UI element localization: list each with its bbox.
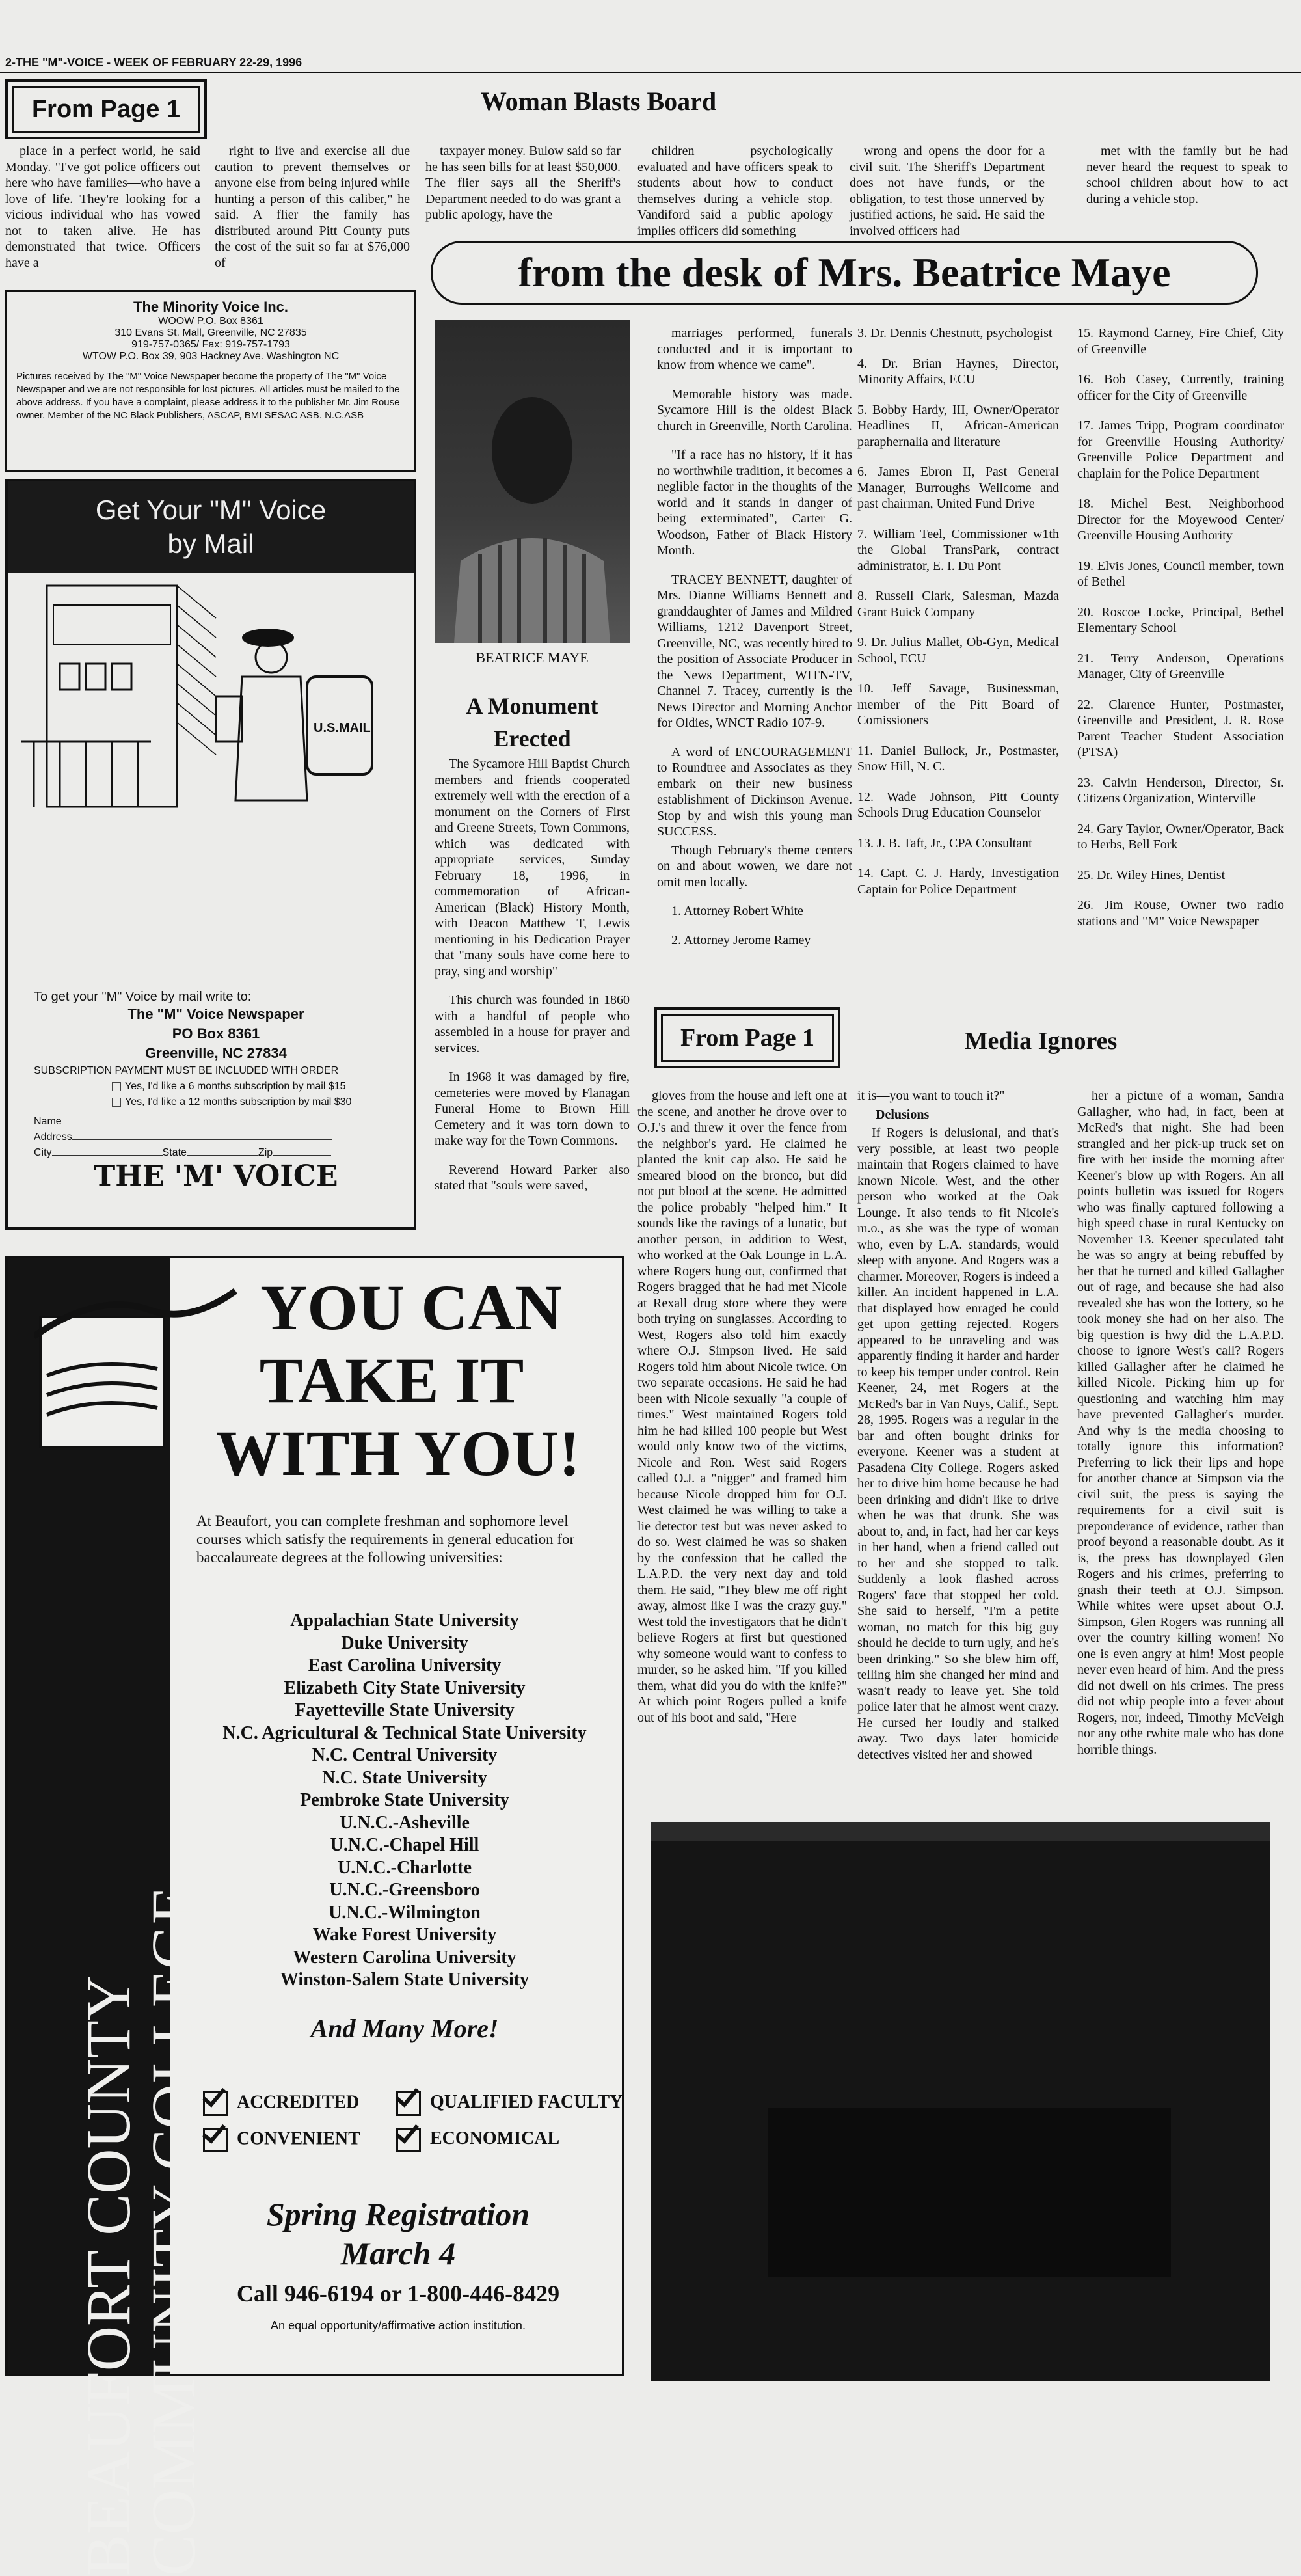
voice-logo: THE 'M' VOICE bbox=[94, 1159, 338, 1193]
desk-p1: The Sycamore Hill Baptist Church members and friends cooperated extremely well with the erection of a monument on the Corners of First and Greene Streets, Town Commons, which was dedicated with appropriate services, Sunday February 18, 1996, in commemoration of African-American (Black) History Month, with Deacon Matthew T, Lewis mentioning in his Dedication Prayer that "many souls have come here to pray, sing and worship" bbox=[435, 757, 630, 979]
subscription-ad bbox=[5, 479, 416, 1230]
ad-headline-3: WITH YOU! bbox=[215, 1417, 581, 1489]
university-item: U.N.C.-Chapel Hill bbox=[330, 1835, 479, 1855]
woman-blasts-col3: taxpayer money. Bulow said so far he has seen bills for at least $50,000. The flier says all the Sheriff's Department needed to do was grant a public apology, have the bbox=[425, 144, 621, 222]
ad-intro: At Beaufort, you can complete freshman and sophomore level courses which satisfy the requirements in general education for baccalaureate degrees at the following universities: bbox=[196, 1513, 575, 1566]
men-list-item: 15. Raymond Carney, Fire Chief, City of Greenville bbox=[1077, 326, 1284, 357]
desk-c2p2: Memorable history was made. Sycamore Hill is the oldest Black church in Greenville, North Carolina. bbox=[657, 386, 852, 433]
zip-field-label: Zip bbox=[258, 1147, 273, 1158]
check-row-1 bbox=[203, 2091, 626, 2116]
masthead-line2: 310 Evans St. Mall, Greenville, NC 27835 bbox=[114, 327, 307, 338]
men-list-col-right bbox=[1077, 325, 1284, 943]
men-list-item: 5. Bobby Hardy, III, Owner/Operator Headlines II, African-American paraphernalia and literature bbox=[857, 402, 1059, 449]
ad-headline-2: TAKE IT bbox=[259, 1344, 524, 1417]
men-list-col bbox=[857, 325, 1059, 912]
phone-line: Call 946-6194 or 1-800-446-8429 bbox=[236, 2281, 560, 2307]
men-list-item: 14. Capt. C. J. Hardy, Investigation Captain for Police Department bbox=[857, 866, 1059, 897]
media-col2-b: If Rogers is delusional, and that's very possible, at least two people maintain that Rogers claimed to have known Nicole. West, and the other person who worked at the Oak Lounge. It also tends to fit Nicole's m.o., as she was the type of woman who, even by L.A. standards, would sleep with anyone. And Rogers was a charmer. Moreover, Rogers is indeed a killer. An incident happened in L.A. that displayed how enraged he could get upon getting rejected. Rogers appeared to be unraveling and was apparently finding it harder and harder to keep his temper under control. Rein Keener, 24, met Rogers at the McRed's bar in Van Nuys, Calif., Sept. 28, 1995. Rogers was a regular in the bar and often bought drinks for everyone. Keener was a student at Pasadena City College. Rogers asked her to drive him home because he had been drinking and didn't like to drive when he was that drunk. She was about to, and, in fact, had her car keys in her hand, when a friend called out to her and she stopped to talk. Suddenly a look flashed across Rogers' face that stopped her cold. She said to herself, "I'm a petite woman, no match for this big guy should he decide to turn ugly, and he's been drinking." So she blew him off, telling him she changed her mind and wasn't ready to leave yet. She told police later that he almost went crazy. He cursed her loudly and stalked away. Two days later homicide detectives visited her and showed bbox=[857, 1126, 1059, 1762]
dark-photo bbox=[650, 1822, 1270, 2381]
address-field-label: Address bbox=[34, 1132, 72, 1143]
men-list-item: 9. Dr. Julius Mallet, Ob-Gyn, Medical School, ECU bbox=[857, 635, 1059, 666]
desk-p2: This church was founded in 1860 with a handful of people who assembled in a house for prayer and services. bbox=[435, 993, 630, 1055]
check-label-economical: ECONOMICAL bbox=[430, 2128, 560, 2149]
university-item: Western Carolina University bbox=[293, 1947, 516, 1968]
addr-line2: PO Box 8361 bbox=[172, 1025, 260, 1042]
eeo-line: An equal opportunity/affirmative action institution. bbox=[271, 2319, 526, 2332]
from-page-box bbox=[5, 79, 207, 139]
subscription-title: Get Your "M" Voice by Mail bbox=[95, 495, 327, 559]
check-row-2 bbox=[203, 2128, 626, 2152]
monument-subhead-1: A Monument bbox=[466, 693, 598, 719]
university-item: U.N.C.-Greensboro bbox=[329, 1880, 480, 1900]
college-ad bbox=[5, 1256, 624, 2576]
media-col2 bbox=[857, 1088, 1059, 1765]
check-label-accredited: ACCREDITED bbox=[237, 2092, 360, 2113]
opt1-checkbox[interactable] bbox=[112, 1082, 121, 1091]
university-item: U.N.C.-Wilmington bbox=[329, 1902, 481, 1923]
media-col3: her a picture of a woman, Sandra Gallagher, who had, in fact, been at McRed's that night. She had been strangled and her pick-up truck set on fire with her inside the morning after Keener's blow up with Rogers. An all points bulletin was issued for Rogers who was finally captured following a high speed chase in rural Kentucky on November 13. Keener speculated taht he was so angry at being rebuffed by her that he turned and killed Gallagher out of rage, and because she had also revealed she has won the lottery, so he took money she had on her also. The big question is hwy did the L.A.P.D. choose to ignore West's call? Rogers killed Gallagher after he claimed he killed Nicole. Picking him up for questioning and watching him may have prevented Gallagher's murder. And why is the media choosing to totally ignore this information? Preferring to lick their lips and hope for another chance at Simpson via the civil suit, the press is saying the requirements for a civil suit is preponderance of evidence, rather than proof beyond a reasonable doubt. As it is, the press has downplayed Glen Rogers and his crimes, preferring to gnash their teeth at O.J. Simpson. While whites were upset about O.J. Simpson, Glen Rogers was running all over the country killing women! No one is even angry at him! Most people never even heard of him. And the press did not dwell on his crimes. The press did not whip people into a fever about Rogers, nor, indeed, Timothy McVeigh nor any othe rwhite male who has done horrible things. bbox=[1077, 1089, 1284, 1757]
desk-c2p8: 2. Attorney Jerome Ramey bbox=[671, 932, 811, 947]
media-delusions-subhead: Delusions bbox=[876, 1107, 930, 1122]
desk-banner bbox=[431, 241, 1258, 305]
university-item: N.C. Agricultural & Technical State University bbox=[222, 1722, 587, 1743]
woman-blasts-col2: right to live and exercise all due caution to prevent themselves or anyone else from being injured while hunting a person of this caliber," he said. A flier the family has distributed around Pitt County puts the cost of the suit so far at $76,000 of bbox=[215, 144, 410, 270]
check-label-faculty: QUALIFIED FACULTY bbox=[430, 2092, 623, 2113]
address-field[interactable] bbox=[72, 1139, 332, 1140]
check-icon bbox=[396, 2091, 421, 2116]
men-list-item: 24. Gary Taylor, Owner/Operator, Back to Herbs, Bell Fork bbox=[1077, 821, 1284, 852]
desk-c2p6: Though February's theme centers on and about wowen, we dare not omit men locally. bbox=[657, 843, 852, 889]
masthead-name: The Minority Voice Inc. bbox=[133, 299, 288, 315]
woman-blasts-col6: met with the family but he had never heard the request to speak to school children about how to act during a vehicle stop. bbox=[1086, 144, 1288, 206]
media-ignores-headline: Media Ignores bbox=[964, 1027, 1118, 1055]
opt1-label: Yes, I'd like a 6 months subscription by mail $15 bbox=[125, 1081, 346, 1092]
check-icon bbox=[396, 2128, 421, 2152]
masthead-line3: 919-757-0365/ Fax: 919-757-1793 bbox=[131, 339, 290, 350]
state-field[interactable] bbox=[187, 1155, 258, 1156]
university-list bbox=[183, 1610, 626, 1992]
desk-p3: In 1968 it was damaged by fire, cemeteries were moved by Flanagan Funeral Home to Brown Hill Cemetery and it was torn down to make way for the Town Commons. bbox=[435, 1070, 630, 1148]
masthead-notice: Pictures received by The "M" Voice Newspaper become the property of The "M" Voice Newspaper and we are not responsible for lost pictures. All articles must be mailed to the above address. If you have a complaint, please address it to the publisher Mr. Jim Rouse owner. Member of the NC Black Publishers, ASCAP, BMI SESAC ASB. N.C.ASB bbox=[16, 371, 400, 421]
masthead-line4: WTOW P.O. Box 39, 903 Hackney Ave. Washington NC bbox=[82, 351, 340, 362]
men-list-item: 22. Clarence Hunter, Postmaster, Greenville and President, J. R. Rose Parent Teacher Student Association (PTSA) bbox=[1077, 697, 1284, 759]
name-field-label: Name bbox=[34, 1116, 62, 1127]
men-list-item: 20. Roscoe Locke, Principal, Bethel Elementary School bbox=[1077, 604, 1284, 635]
payment-note: SUBSCRIPTION PAYMENT MUST BE INCLUDED WITH ORDER bbox=[34, 1065, 339, 1076]
men-list-item: 10. Jeff Savage, Businessman, member of the Pitt Board of Comissioners bbox=[857, 681, 1059, 727]
check-label-convenient: CONVENIENT bbox=[237, 2128, 360, 2149]
woman-blasts-col4: children psychologically evaluated and have officers speak to students about how to conduct themselves during a vehicle stop. Vandiford said a public apology implies officers did something bbox=[637, 144, 833, 238]
men-list-item: 23. Calvin Henderson, Director, Sr. Citizens Organization, Winterville bbox=[1077, 775, 1284, 806]
page-header: 2-THE "M"-VOICE - WEEK OF FEBRUARY 22-29, 1996 bbox=[5, 56, 302, 69]
woman-blasts-headline: Woman Blasts Board bbox=[480, 87, 717, 116]
check-icon bbox=[203, 2128, 228, 2152]
men-list-item: 12. Wade Johnson, Pitt County Schools Drug Education Counselor bbox=[857, 789, 1059, 820]
subscription-form bbox=[34, 989, 398, 1193]
university-item: Wake Forest University bbox=[312, 1925, 497, 1945]
university-item: Duke University bbox=[341, 1633, 468, 1653]
mailbag-label: U.S.MAIL bbox=[314, 721, 371, 735]
city-field[interactable] bbox=[52, 1155, 163, 1156]
college-name-line1: BEAUFORT COUNTY bbox=[74, 1975, 143, 2576]
woman-blasts-col1: place in a perfect world, he said Monday. "I've got police officers out here who have families—who have a love of life. They're looking for a vicious individual who has vowed not to taken alive. He has demonstrated that twice. Officers have a bbox=[5, 144, 200, 270]
university-item: East Carolina University bbox=[308, 1655, 502, 1675]
woman-blasts-col5: wrong and opens the door for a civil suit. The Sheriff's Department does not have funds, or the obligation, to test those unnerved by justified actions, he said. He said the involved officers had bbox=[850, 144, 1045, 238]
mail-carrier-illustration bbox=[21, 579, 385, 813]
men-list-item: 17. James Tripp, Program coordinator for Greenville Housing Authority/ Greenville Police Department and chaplain for the Police Department bbox=[1077, 418, 1284, 481]
desk-banner-text: from the desk of Mrs. Beatrice Maye bbox=[518, 249, 1171, 295]
men-list-item: 8. Russell Clark, Salesman, Mazda Grant Buick Company bbox=[857, 589, 1059, 619]
from-page-label-2: From Page 1 bbox=[661, 1014, 834, 1062]
media-col2-a: it is—you want to touch it?" bbox=[857, 1089, 1005, 1103]
university-item: U.N.C.-Asheville bbox=[340, 1812, 470, 1833]
monument-subhead-2: Erected bbox=[493, 725, 571, 752]
addr-line1: The "M" Voice Newspaper bbox=[127, 1006, 304, 1022]
university-item: N.C. Central University bbox=[312, 1745, 498, 1765]
men-list-item: 6. James Ebron II, Past General Manager, Burroughs Wellcome and past chairman, United Fund Drive bbox=[857, 465, 1059, 511]
opt2-label: Yes, I'd like a 12 months subscription by mail $30 bbox=[125, 1096, 352, 1107]
men-list-item: 16. Bob Casey, Currently, training officer for the City of Greenville bbox=[1077, 372, 1284, 403]
masthead-box bbox=[5, 290, 416, 472]
university-item: Appalachian State University bbox=[290, 1610, 519, 1631]
university-item: Elizabeth City State University bbox=[284, 1677, 526, 1698]
desk-c2p4: TRACEY BENNETT, daughter of Mrs. Dianne Williams Bennett and granddaughter of James and Mildred Williams, 1212 Davenport Street, Greenville, NC, was recently hired to the position of Associate Producer in the News Department, WITN-TV, Channel 7. Tracey, currently is the News Director and Morning Anchor for Oldies, WNCT Radio 107-9. bbox=[657, 572, 852, 730]
beatrice-maye-photo bbox=[435, 320, 630, 643]
header-rule bbox=[0, 72, 1301, 73]
university-item: Fayetteville State University bbox=[295, 1700, 515, 1720]
check-icon bbox=[203, 2091, 228, 2116]
men-list-item: 19. Elvis Jones, Council member, town of Bethel bbox=[1077, 558, 1284, 589]
ad-headline-1: YOU CAN bbox=[260, 1271, 562, 1344]
men-list-item: 13. J. B. Taft, Jr., CPA Consultant bbox=[857, 835, 1032, 850]
masthead-line1: WOOW P.O. Box 8361 bbox=[158, 316, 263, 327]
men-list-item: 3. Dr. Dennis Chestnutt, psychologist bbox=[857, 326, 1053, 340]
university-item: Pembroke State University bbox=[300, 1790, 509, 1810]
write-to: To get your "M" Voice by mail write to: bbox=[34, 990, 252, 1004]
desk-c2p1: marriages performed, funerals conducted and it is important to know from whence we came". bbox=[657, 326, 852, 372]
men-list-item: 26. Jim Rouse, Owner two radio stations and "M" Voice Newspaper bbox=[1077, 898, 1284, 929]
ad-more: And Many More! bbox=[310, 2014, 499, 2043]
men-list-item: 7. William Teel, Commissioner w1th the Global TransPark, contract administrator, E. I. Du Pont bbox=[857, 526, 1059, 573]
media-col1: gloves from the house and left one at the scene, and another he drove over to O.J.'s and threw it over the fence from the neighbor's yard. He claimed he planted the knit cap also. He said he smeared blood on the bronco, but did not put blood at the scene. He admitted the police probably "helped him." It sounds like the ravings of a lunatic, but another person, in addition to West, who worked at the Oak Lounge in L.A. where Rogers hung out, confirmed that Rogers bragged that he had met Nicole at Rexall drug store where they were both trying on sunglasses. According to West, Rogers also told him exactly where O.J. Simpson lived. He said Rogers told him about Nicole twice. On two separate occasions. He said he had been with Nicole sexually "a couple of times." West maintained Rogers told him he had killed 100 people but West would only know two of the victims, Nicole and Ron. West said Rogers called O.J. a "nigger" and framed him because Nicole dropped him for O.J. West claimed he was willing to take a lie detector test but was never asked to do so. West claimed he was so shaken by the confession that he called the L.A.P.D. the very next day and told them. He said, "They blew me off right away, almost like I was the crazy guy." West told the investigators that he didn't believe Rogers at first but questioned why someone would want to confess to murder, so he asked him, "If you killed them, what did you do with the knife?" At which point Rogers pulled a knife out of his boot and said, "Here bbox=[637, 1089, 847, 1725]
desk-col1-text bbox=[435, 756, 630, 1197]
men-list-item: 25. Dr. Wiley Hines, Dentist bbox=[1077, 867, 1226, 882]
desk-c2p7: 1. Attorney Robert White bbox=[671, 904, 803, 918]
subscription-title-band bbox=[8, 481, 414, 573]
photo-caption: BEATRICE MAYE bbox=[476, 649, 589, 666]
from-page-box-2 bbox=[654, 1007, 840, 1068]
zip-field[interactable] bbox=[273, 1155, 331, 1156]
registration-line1: Spring Registration bbox=[266, 2196, 530, 2232]
men-list-item: 18. Michel Best, Neighborhood Director for the Moyewood Center/ Greenville Housing Authority bbox=[1077, 496, 1284, 543]
desk-c2p5: A word of ENCOURAGEMENT to Roundtree and Associates as they embark on their new business establishment of Dickinson Avenue. Stop by and wish this young man SUCCESS. bbox=[657, 744, 852, 839]
state-field-label: State bbox=[162, 1147, 187, 1158]
college-name-line2: COMMUNITY COLLEGE bbox=[139, 1886, 208, 2576]
university-item: Winston-Salem State University bbox=[280, 1970, 530, 1990]
city-field-label: City bbox=[34, 1147, 52, 1158]
registration-line2: March 4 bbox=[340, 2235, 456, 2271]
desk-p4: Reverend Howard Parker also stated that "souls were saved, bbox=[435, 1162, 630, 1193]
men-list-item: 11. Daniel Bullock, Jr., Postmaster, Snow Hill, N. C. bbox=[857, 743, 1059, 774]
addr-line3: Greenville, NC 27834 bbox=[145, 1045, 287, 1061]
men-list-item: 4. Dr. Brian Haynes, Director, Minority Affairs, ECU bbox=[857, 356, 1059, 386]
desk-c2p3: "If a race has no history, if it has no worthwhile tradition, it becomes a neglible factor in the thoughts of the world and it stands in danger of being exterminated", Carter G. Woodson, Father of Black History Month. bbox=[657, 448, 852, 558]
university-item: N.C. State University bbox=[322, 1767, 487, 1788]
desk-col2-text bbox=[657, 325, 852, 951]
opt2-checkbox[interactable] bbox=[112, 1098, 121, 1107]
men-list-item: 21. Terry Anderson, Operations Manager, City of Greenville bbox=[1077, 651, 1284, 681]
university-item: U.N.C.-Charlotte bbox=[337, 1857, 472, 1878]
from-page-label: From Page 1 bbox=[12, 86, 200, 133]
